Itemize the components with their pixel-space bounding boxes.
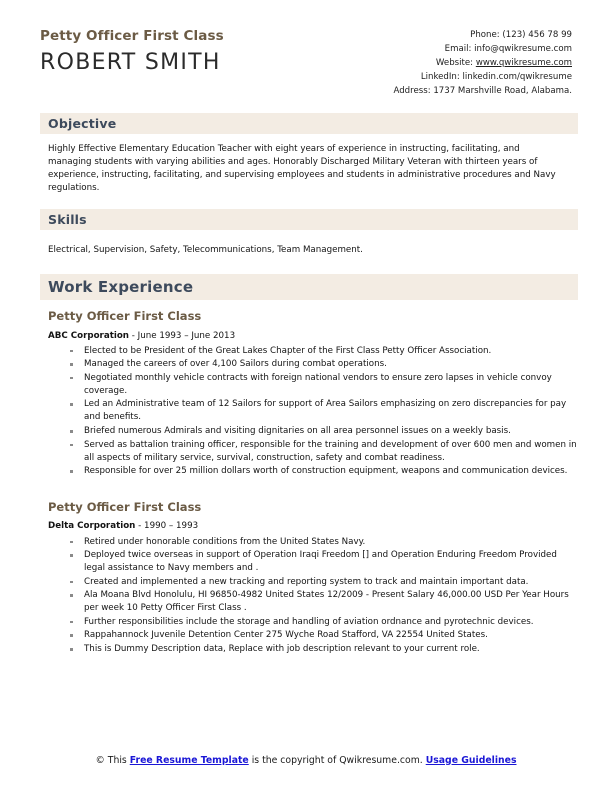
experience-bullet: Deployed twice overseas in support of Operation Iraqi Freedom [] and Operation Enduring Freedom Provided legal assistance to Navy members and .: [70, 549, 578, 575]
experience-bullet: Further responsibilities include the storage and handling of aviation ordnance and pyrotechnic devices.: [70, 616, 578, 629]
experience-bullet: Rappahannock Juvenile Detention Center 275 Wyche Road Stafford, VA 22554 United States.: [70, 629, 578, 642]
experience-company-dates: [48, 520, 572, 532]
experience-bullet: Briefed numerous Admirals and visiting dignitaries on all area personnel issues on a weekly basis.: [70, 425, 578, 438]
contact-phone-label: Phone:: [470, 30, 500, 40]
usage-guidelines-link[interactable]: Usage Guidelines: [425, 754, 517, 766]
contact-linkedin-label: LinkedIn:: [420, 71, 460, 82]
experience-company: ABC Corporation: [48, 330, 129, 341]
experience-bullet: Retired under honorable conditions from the United States Navy.: [70, 536, 578, 549]
section-header-skills: [40, 209, 578, 230]
experience-job-title: Petty Officer First Class: [48, 308, 202, 323]
headline-job-title: Petty Officer First Class: [40, 28, 224, 44]
experience-bullet-list: [48, 345, 577, 478]
free-resume-template-link[interactable]: Free Resume Template: [129, 754, 249, 766]
contact-address: [393, 85, 572, 99]
experience-bullet: Created and implemented a new tracking and reporting system to track and maintain important data.: [70, 576, 578, 589]
experience-company: Delta Corporation: [48, 521, 136, 532]
objective-text: Highly Effective Elementary Education Teacher with eight years of experience in instructing, facilitating, and managing students with varying abilities and ages. Honorably Discharged Military Veteran with thirteen years of experience, instructing, facilitating, and supervising employees and students in administrative procedures and Navy regulations.: [48, 143, 556, 194]
experience-job-title: Petty Officer First Class: [48, 499, 202, 514]
contact-address-value: 1737 Marshville Road, Alabama.: [433, 85, 572, 96]
candidate-name: ROBERT SMITH: [40, 50, 221, 76]
contact-block: [393, 26, 572, 99]
contact-phone: [393, 29, 572, 43]
experience-dates: - 1990 – 1993: [138, 521, 199, 532]
copyright-icon: ©: [95, 754, 105, 766]
header-identity: [40, 26, 224, 75]
section-title-work-experience: Work Experience: [48, 277, 194, 296]
experience-bullet-list: [48, 536, 572, 656]
footer-middle: is the copyright of Qwikresume.com.: [251, 754, 423, 766]
contact-linkedin: [393, 71, 572, 85]
section-header-work-experience: [40, 274, 578, 300]
experience-dates: - June 1993 – June 2013: [131, 330, 236, 341]
experience-bullet: Negotiated monthly vehicle contracts with foreign national vendors to ensure zero lapses in vehicle convoy coverage.: [70, 372, 578, 398]
footer-copyright: [0, 754, 612, 768]
contact-email-label: Email:: [444, 43, 472, 54]
contact-website: [393, 57, 572, 71]
experience-bullet: This is Dummy Description data, Replace with job description relevant to your current role.: [70, 643, 578, 656]
experience-bullet: Led an Administrative team of 12 Sailors for support of Area Sailors emphasizing on zero discrepancies for pay and benefits.: [70, 398, 578, 424]
contact-linkedin-value: linkedin.com/qwikresume: [462, 71, 572, 82]
contact-email: [393, 43, 572, 57]
skills-text: Electrical, Supervision, Safety, Telecommunications, Team Management.: [48, 245, 363, 256]
experience-entry: [40, 479, 572, 656]
experience-entry: [40, 300, 577, 478]
footer-prefix: This: [107, 754, 127, 766]
resume-header: [40, 26, 572, 99]
section-header-objective: [40, 113, 578, 134]
experience-bullet: Served as battalion training officer, responsible for the training and development of over 600 men and women in all aspects of military service, survival, construction, safety and combat readiness.: [70, 439, 578, 465]
experience-bullet: Responsible for over 25 million dollars worth of construction equipment, weapons and communication devices.: [70, 465, 578, 478]
experience-bullet: Elected to be President of the Great Lakes Chapter of the First Class Petty Officer Association.: [70, 345, 578, 358]
contact-website-label: Website:: [435, 57, 474, 68]
section-title-skills: Skills: [48, 212, 87, 228]
contact-phone-value: (123) 456 78 99: [502, 30, 572, 40]
section-title-objective: Objective: [48, 115, 117, 131]
contact-website-link[interactable]: www.qwikresume.com: [475, 57, 572, 68]
contact-address-label: Address:: [393, 85, 431, 96]
experience-bullet: Managed the careers of over 4,100 Sailors during combat operations.: [70, 358, 578, 371]
experience-bullet: Ala Moana Blvd Honolulu, HI 96850-4982 United States 12/2009 - Present Salary 46,000.00 USD Per Year Hours per week 10 Petty Officer First Class .: [70, 589, 578, 615]
experience-company-dates: [48, 330, 572, 342]
contact-email-value: info@qwikresume.com: [474, 43, 572, 54]
